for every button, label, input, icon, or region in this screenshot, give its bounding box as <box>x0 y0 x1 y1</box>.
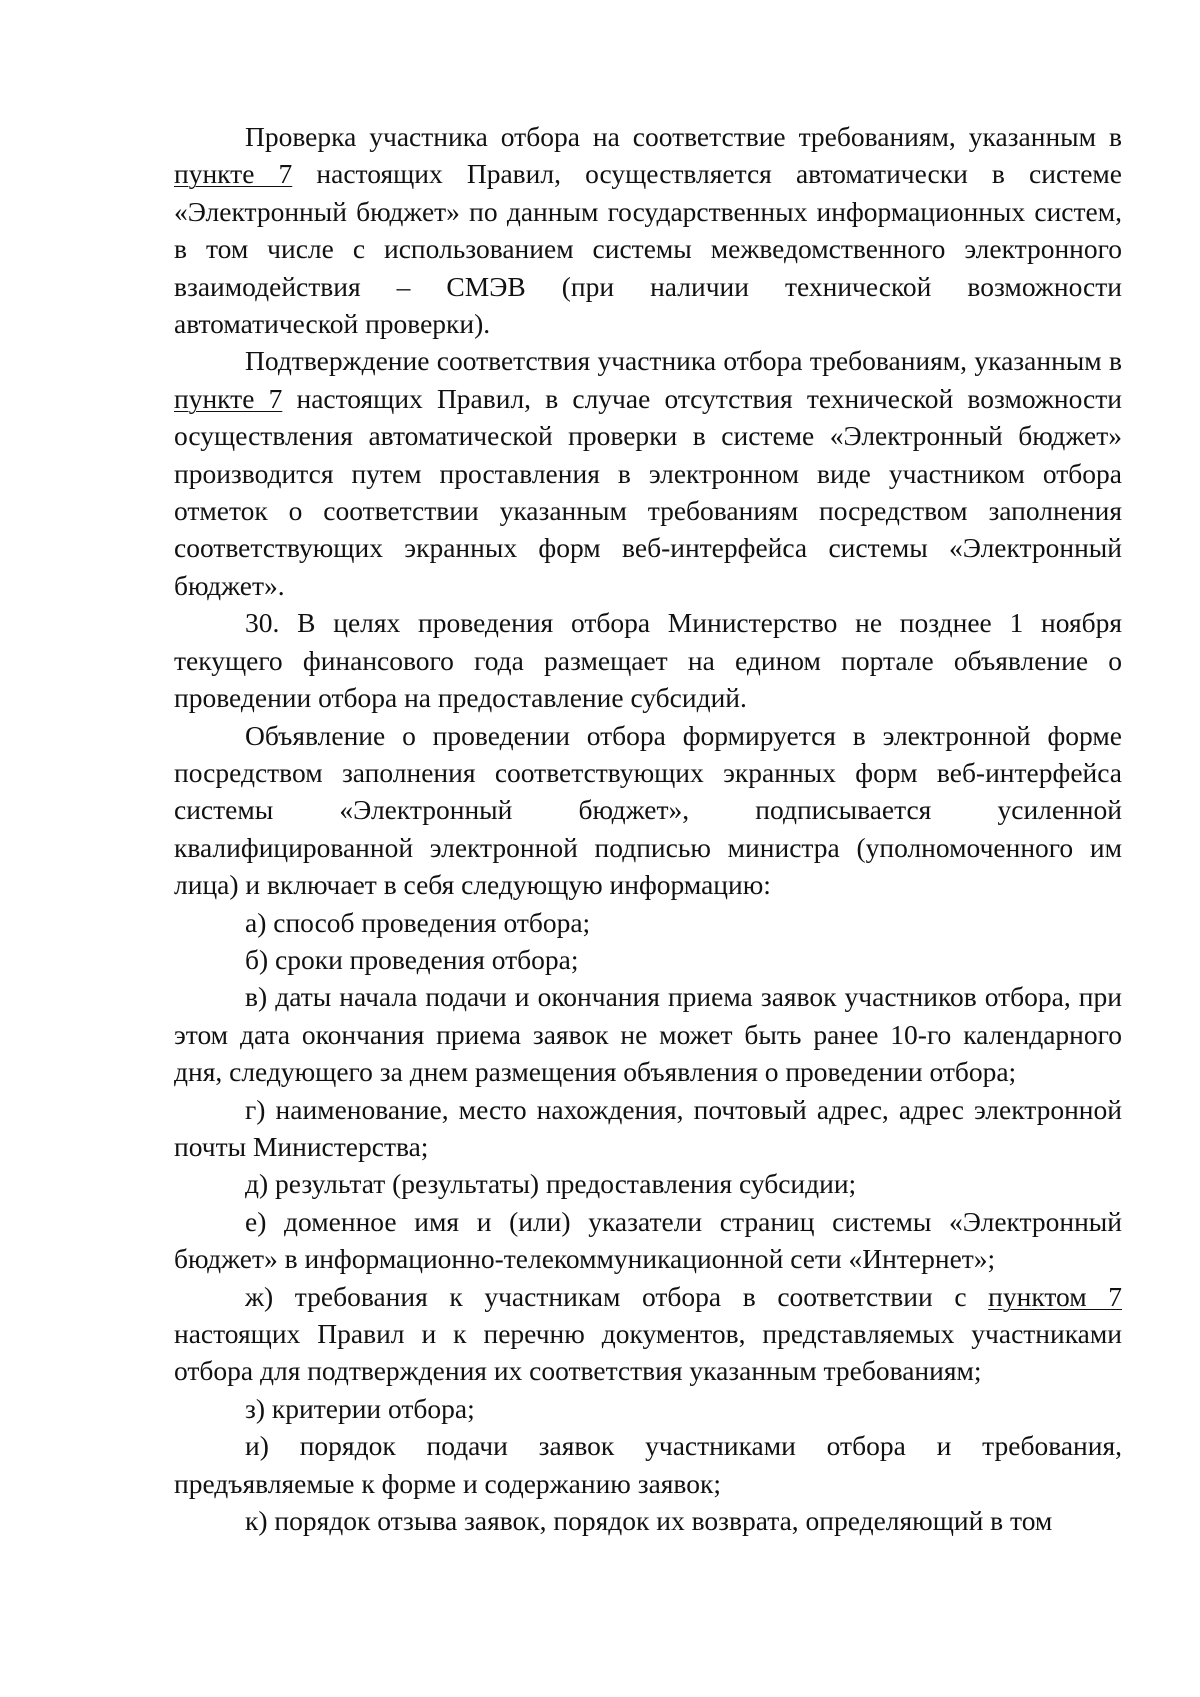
list-item-g <box>174 1091 1122 1166</box>
list-item-text: настоящих Правил и к перечню документов, представляемых участниками отбора для подтверждения их соответствия указанным требованиям; <box>174 1318 1122 1387</box>
paragraph-text: Проверка участника отбора на соответствие требованиям, указанным в <box>245 121 1122 152</box>
clause-7-link[interactable]: пунктом 7 <box>988 1280 1122 1312</box>
list-item-text: и) порядок подачи заявок участниками отбора и требования, предъявляемые к форме и содержанию заявок; <box>174 1430 1122 1499</box>
list-item-e <box>174 1203 1122 1278</box>
list-item-zh <box>174 1278 1122 1390</box>
list-item-text: е) доменное имя и (или) указатели страниц системы «Электронный бюджет» в информационно-телекоммуникационной сети «Интернет»; <box>174 1205 1122 1275</box>
paragraph-text: настоящих Правил, в случае отсутствия технической возможности осуществления автоматической проверки в системе «Электронный бюджет» производится путем проставления в электронном виде участником отбора отметок о соответствии указанным требованиям посредством заполнения соответствующих экранных форм веб-интерфейса системы «Электронный бюджет». <box>174 382 1123 601</box>
paragraph-text: Объявление о проведении отбора формируется в электронной форме посредством заполнения соответствующих экранных форм веб-интерфейса системы «Электронный бюджет», подписывается усиленной квалифицированной электронной подписью министра (уполномоченного им лица) и включает в себя следующую информацию: <box>174 719 1122 901</box>
list-item-text: в) даты начала подачи и окончания приема заявок участников отбора, при этом дата окончания приема заявок не может быть ранее 10-го календарного дня, следующего за днем размещения объявления о проведении отбора; <box>174 981 1122 1088</box>
document-page <box>174 118 1122 1539</box>
paragraph-announcement <box>174 717 1122 904</box>
list-item-text: к) порядок отзыва заявок, порядок их возврата, определяющий в том <box>245 1505 1053 1537</box>
list-item-text: б) сроки проведения отбора; <box>245 943 579 975</box>
list-item-z <box>174 1390 1122 1427</box>
list-item-text: д) результат (результаты) предоставления субсидии; <box>245 1168 857 1200</box>
clause-7-link[interactable]: пункте 7 <box>174 158 293 190</box>
paragraph-text: настоящих Правил, осуществляется автоматически в системе «Электронный бюджет» по данным государственных информационных систем, в том числе с использованием системы межведомственного электронного взаимодействия – СМЭВ (при наличии технической возможности автоматической проверки). <box>174 158 1123 340</box>
list-item-b <box>174 941 1122 978</box>
list-item-a <box>174 904 1122 941</box>
paragraph-30 <box>174 604 1122 716</box>
list-item-text: ж) требования к участникам отбора в соответствии с <box>245 1280 989 1312</box>
paragraph-text: 30. В целях проведения отбора Министерство не позднее 1 ноября текущего финансового года размещает на едином портале объявление о проведении отбора на предоставление субсидий. <box>174 607 1122 714</box>
paragraph-confirmation <box>174 342 1122 604</box>
list-item-i <box>174 1427 1122 1502</box>
list-item-d <box>174 1165 1122 1202</box>
paragraph-text: Подтверждение соответствия участника отбора требованиям, указанным в <box>245 345 1122 377</box>
list-item-text: а) способ проведения отбора; <box>245 906 591 938</box>
paragraph-check-participant <box>174 118 1122 342</box>
list-item-k <box>174 1502 1122 1539</box>
clause-7-link[interactable]: пункте 7 <box>174 382 283 414</box>
list-item-text: г) наименование, место нахождения, почтовый адрес, адрес электронной почты Министерства; <box>174 1093 1122 1162</box>
list-item-v <box>174 978 1122 1090</box>
list-item-text: з) критерии отбора; <box>245 1392 475 1424</box>
